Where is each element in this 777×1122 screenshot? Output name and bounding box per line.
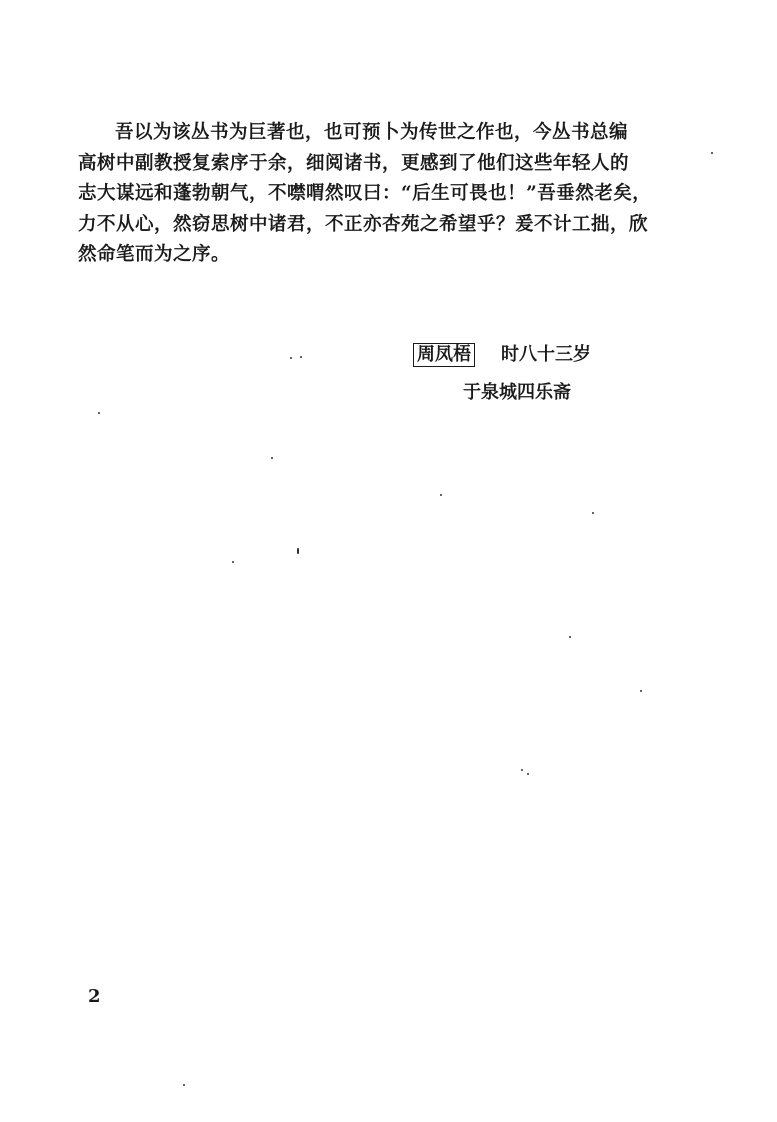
scan-speck — [290, 357, 292, 359]
scan-speck — [521, 769, 523, 771]
preface-line: 高树中副教授复索序于余，细阅诸书，更感到了他们这些年轻人的 — [78, 152, 630, 174]
scan-speck — [592, 512, 594, 514]
page-number: 2 — [88, 986, 101, 1007]
signature-place: 于泉城四乐斋 — [463, 382, 571, 403]
scan-speck — [440, 494, 442, 496]
author-age-note: 时八十三岁 — [501, 344, 591, 365]
scan-speck — [300, 356, 302, 358]
scan-speck — [640, 690, 642, 692]
preface-paragraph — [78, 118, 670, 271]
preface-line: 志大谋远和蓬勃朝气，不噤喟然叹曰：“后生可畏也！”吾垂然老矣， — [78, 183, 652, 204]
preface-line: 力不从心，然窃思树中诸君，不正亦杏苑之希望乎？爰不计工拙，欣 — [78, 213, 649, 235]
scan-speck — [183, 1084, 185, 1086]
scan-speck — [569, 636, 571, 638]
scan-speck — [297, 548, 299, 554]
author-name-seal: 周凤梧 — [413, 343, 475, 367]
preface-line: 然命笔而为之序。 — [78, 244, 231, 265]
author-signature — [413, 340, 591, 367]
scan-speck — [711, 152, 713, 154]
preface-line: 吾以为该丛书为巨著也，也可预卜为传世之作也，今丛书总编 — [115, 122, 629, 143]
scan-speck — [271, 457, 273, 459]
scan-speck — [232, 561, 234, 563]
scan-speck — [527, 773, 529, 775]
scan-speck — [98, 412, 100, 414]
